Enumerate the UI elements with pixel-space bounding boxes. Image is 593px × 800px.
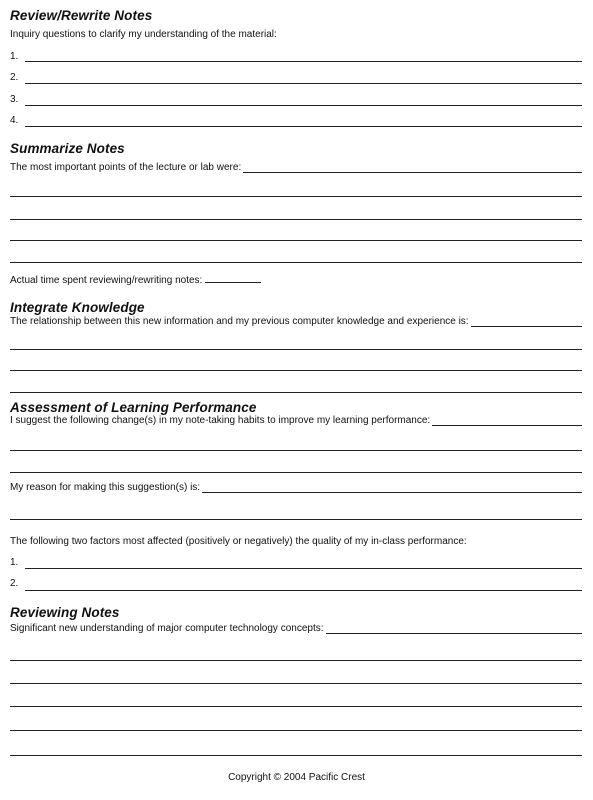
review-item-number: 4. [10,115,19,126]
assessment-prompt-row [10,415,582,426]
section-heading-summarize: Summarize Notes [10,141,125,156]
answer-line[interactable] [10,472,582,473]
time-spent-row [10,274,261,286]
answer-line[interactable] [10,196,582,197]
reason-prompt-row [10,482,582,493]
answer-line[interactable] [25,83,582,84]
review-prompt: Inquiry questions to clarify my understanding of the material: [10,29,277,40]
section-heading-integrate: Integrate Knowledge [10,300,145,315]
time-spent-label: Actual time spent reviewing/rewriting notes: [10,275,203,286]
section-heading-review: Review/Rewrite Notes [10,8,153,23]
reason-prompt: My reason for making this suggestion(s) is: [10,482,201,493]
answer-line[interactable] [10,519,582,520]
answer-line[interactable] [326,624,582,634]
review-item-number: 2. [10,72,19,83]
section-heading-reviewing: Reviewing Notes [10,605,120,620]
summarize-prompt: The most important points of the lecture or lab were: [10,162,242,173]
answer-line[interactable] [432,416,582,426]
answer-line[interactable] [10,392,582,393]
answer-line[interactable] [10,755,582,756]
answer-line[interactable] [10,450,582,451]
answer-line[interactable] [10,660,582,661]
answer-line[interactable] [10,683,582,684]
reviewing-prompt: Significant new understanding of major computer technology concepts: [10,623,324,634]
factors-prompt: The following two factors most affected (positively or negatively) the quality of my in-class performance: [10,536,467,547]
answer-line[interactable] [10,262,582,263]
answer-line[interactable] [25,126,582,127]
answer-line[interactable] [10,730,582,731]
summarize-prompt-row [10,162,582,173]
answer-line[interactable] [10,349,582,350]
answer-line[interactable] [202,483,582,493]
answer-line[interactable] [25,568,582,569]
review-item-number: 1. [10,51,19,62]
answer-line[interactable] [25,590,582,591]
assessment-prompt: I suggest the following change(s) in my note-taking habits to improve my learning performance: [10,415,431,426]
integrate-prompt: The relationship between this new information and my previous computer knowledge and experience is: [10,316,469,327]
answer-line[interactable] [10,370,582,371]
answer-line[interactable] [25,61,582,62]
factor-item-number: 2. [10,578,19,589]
answer-line[interactable] [243,163,582,173]
reviewing-prompt-row [10,623,582,634]
review-item-number: 3. [10,94,19,105]
time-spent-blank[interactable] [205,274,261,283]
answer-line[interactable] [10,219,582,220]
answer-line[interactable] [471,317,582,327]
copyright-footer: Copyright © 2004 Pacific Crest [228,772,365,783]
answer-line[interactable] [10,706,582,707]
integrate-prompt-row [10,316,582,327]
answer-line[interactable] [10,240,582,241]
factor-item-number: 1. [10,557,19,568]
answer-line[interactable] [25,105,582,106]
section-heading-assessment: Assessment of Learning Performance [10,400,257,415]
